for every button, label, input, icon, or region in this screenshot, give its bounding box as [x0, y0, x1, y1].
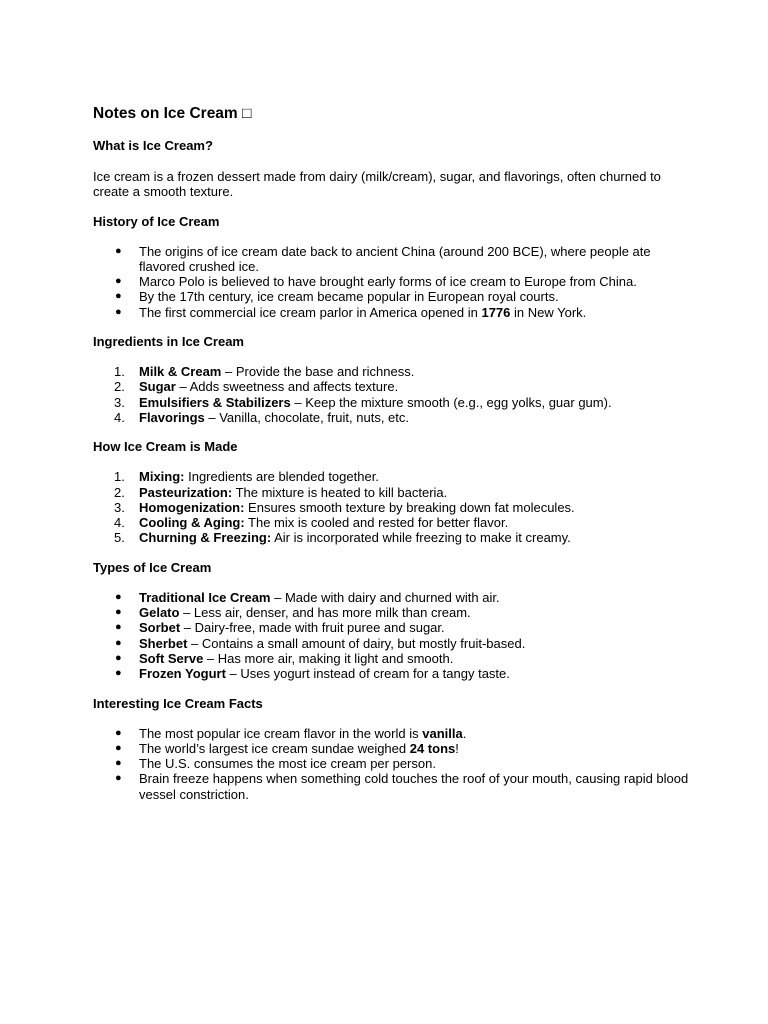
list-item-text: The U.S. consumes the most ice cream per person.: [139, 756, 436, 772]
list-number: 4.: [114, 409, 125, 425]
description: – Contains a small amount of dairy, but mostly fruit-based.: [187, 635, 526, 651]
ingredients-list: [93, 364, 693, 425]
description: – Made with dairy and churned with air.: [270, 589, 500, 605]
list-item: [93, 605, 693, 620]
list-number: 3.: [114, 499, 125, 515]
list-item: [93, 289, 693, 304]
list-item: [93, 771, 693, 802]
bullet-icon: ●: [115, 741, 122, 754]
term: Pasteurization:: [139, 484, 233, 500]
list-item-text: !: [455, 740, 459, 756]
bullet-icon: ●: [115, 275, 122, 288]
term: Gelato: [139, 605, 180, 621]
bullet-icon: ●: [115, 757, 122, 770]
list-number: 2.: [114, 379, 125, 395]
process-list: [93, 469, 693, 545]
list-item: [93, 244, 693, 275]
term: Traditional Ice Cream: [139, 589, 271, 605]
description: – Adds sweetness and affects texture.: [175, 379, 399, 395]
list-item-text: Marco Polo is believed to have brought early forms of ice cream to Europe from China.: [139, 274, 637, 290]
list-item: [93, 500, 693, 515]
list-item: [93, 469, 693, 484]
list-number: 5.: [114, 530, 125, 546]
document-title: Notes on Ice Cream □: [93, 105, 252, 122]
bullet-icon: ●: [115, 290, 122, 303]
bullet-icon: ●: [115, 606, 122, 619]
bullet-icon: ●: [115, 667, 122, 680]
bullet-icon: ●: [115, 636, 122, 649]
bullet-icon: ●: [115, 651, 122, 664]
description: – Provide the base and richness.: [221, 364, 415, 380]
term: Milk & Cream: [139, 364, 222, 380]
list-item: [93, 726, 693, 741]
list-item-text: By the 17th century, ice cream became popular in European royal courts.: [139, 289, 559, 305]
section-heading-facts: Interesting Ice Cream Facts: [93, 695, 263, 711]
emphasis-year: 1776: [481, 304, 511, 320]
description: Air is incorporated while freezing to make it creamy.: [271, 530, 571, 546]
list-number: 1.: [114, 469, 125, 485]
bullet-icon: ●: [115, 590, 122, 603]
list-number: 4.: [114, 515, 125, 531]
list-item-text: .: [462, 725, 467, 741]
list-item-text: The most popular ice cream flavor in the world is: [139, 725, 423, 741]
description: Ensures smooth texture by breaking down fat molecules.: [244, 499, 575, 515]
section-heading-types: Types of Ice Cream: [93, 559, 212, 575]
list-number: 2.: [114, 484, 125, 500]
list-item: [93, 741, 693, 756]
list-item: [93, 590, 693, 605]
term: Flavorings: [139, 409, 205, 425]
list-item: [93, 666, 693, 681]
description: – Keep the mixture smooth (e.g., egg yolks, guar gum).: [290, 394, 612, 410]
description: The mix is cooled and rested for better flavor.: [244, 515, 509, 531]
list-item-text: Brain freeze happens when something cold touches the roof of your mouth, causing rapid blood vessel constriction.: [139, 771, 689, 802]
description: – Dairy-free, made with fruit puree and sugar.: [180, 620, 445, 636]
list-item: [93, 636, 693, 651]
section-heading-what-is: What is Ice Cream?: [93, 138, 213, 153]
document-page: [93, 104, 693, 802]
list-item: [93, 395, 693, 410]
term: Sugar: [139, 379, 176, 395]
list-number: 1.: [114, 364, 125, 380]
list-item-text: The first commercial ice cream parlor in America opened in: [139, 304, 482, 320]
description: The mixture is heated to kill bacteria.: [232, 484, 448, 500]
description: – Less air, denser, and has more milk than cream.: [179, 605, 471, 621]
section-heading-process: How Ice Cream is Made: [93, 439, 238, 455]
list-item: [93, 620, 693, 635]
description: – Has more air, making it light and smooth.: [203, 650, 454, 666]
bullet-icon: ●: [115, 621, 122, 634]
list-item: [93, 485, 693, 500]
list-item: [93, 274, 693, 289]
section-heading-history: History of Ice Cream: [93, 213, 220, 229]
list-item: [93, 364, 693, 379]
term: Cooling & Aging:: [139, 515, 245, 531]
term: Sorbet: [139, 620, 181, 636]
list-item-text: The world’s largest ice cream sundae weighed: [139, 740, 410, 756]
bullet-icon: ●: [115, 305, 122, 318]
list-item: [93, 530, 693, 545]
list-item: [93, 410, 693, 425]
list-number: 3.: [114, 394, 125, 410]
list-item: [93, 515, 693, 530]
types-list: [93, 590, 693, 682]
term: Homogenization:: [139, 499, 245, 515]
list-item: [93, 756, 693, 771]
bullet-icon: ●: [115, 244, 122, 257]
term: Churning & Freezing:: [139, 530, 272, 546]
term: Emulsifiers & Stabilizers: [139, 394, 291, 410]
term: Mixing:: [139, 469, 185, 485]
list-item: [93, 379, 693, 394]
term: Soft Serve: [139, 650, 204, 666]
list-item: [93, 651, 693, 666]
term: Sherbet: [139, 635, 188, 651]
list-item-text: in New York.: [510, 304, 587, 320]
section-heading-ingredients: Ingredients in Ice Cream: [93, 334, 244, 350]
emphasis: vanilla: [422, 725, 463, 741]
facts-list: [93, 726, 693, 802]
list-item-text: The origins of ice cream date back to ancient China (around 200 BCE), where people ate flavored crushed ice.: [139, 243, 651, 274]
description: – Uses yogurt instead of cream for a tangy taste.: [225, 666, 510, 682]
description: Ingredients are blended together.: [184, 469, 379, 485]
description: – Vanilla, chocolate, fruit, nuts, etc.: [204, 409, 410, 425]
emphasis: 24 tons: [409, 740, 456, 756]
bullet-icon: ●: [115, 726, 122, 739]
term: Frozen Yogurt: [139, 666, 226, 682]
history-list: [93, 244, 693, 320]
bullet-icon: ●: [115, 772, 122, 785]
list-item: [93, 305, 693, 320]
intro-paragraph: Ice cream is a frozen dessert made from dairy (milk/cream), sugar, and flavorings, often churned to create a smooth texture.: [93, 169, 661, 200]
